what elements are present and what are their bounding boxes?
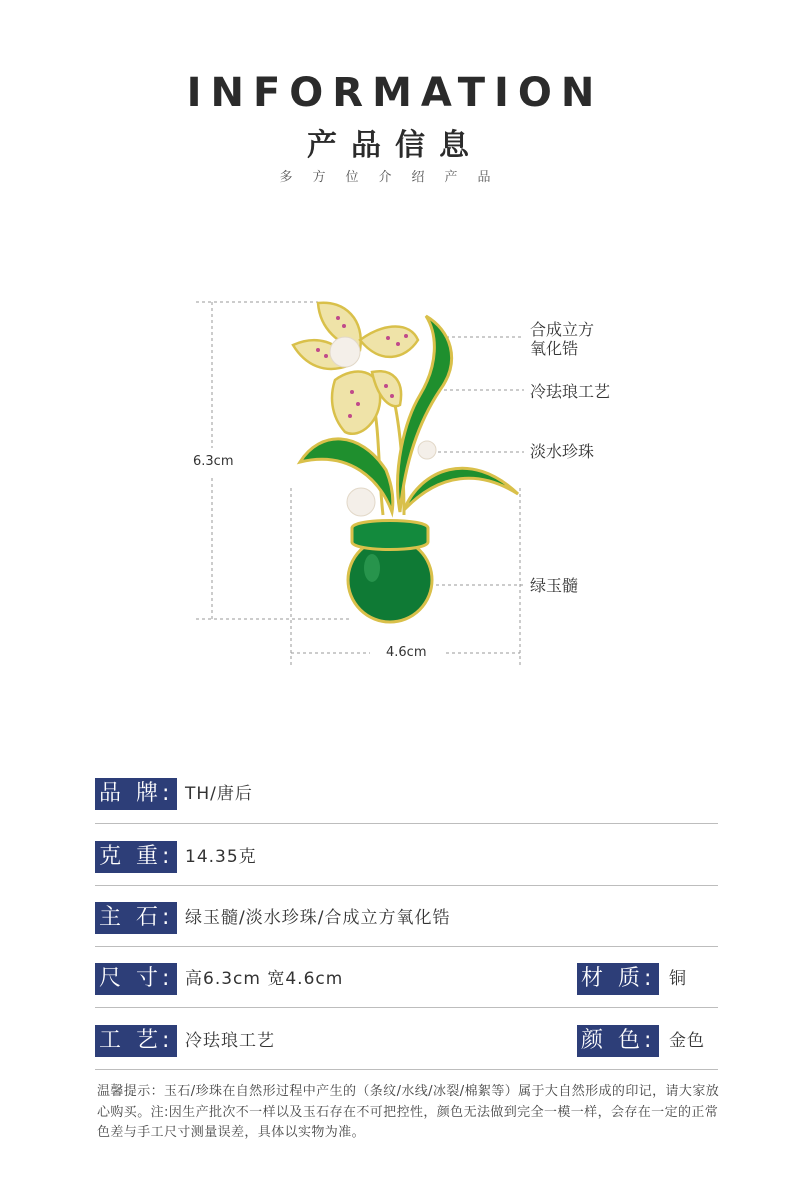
- spec-row-brand: [95, 761, 718, 824]
- title-english: INFORMATION: [186, 70, 604, 116]
- subtitle: 多方位介绍产品: [279, 170, 511, 185]
- craft-label: 工 艺:: [95, 1025, 177, 1057]
- callout-zirconia: [530, 320, 594, 358]
- brooch-illustration: [0, 280, 790, 680]
- callout-zirconia-line1: 合成立方: [530, 320, 595, 339]
- flower: [293, 303, 418, 434]
- craft-value: 冷珐琅工艺: [185, 1031, 275, 1051]
- spec-row-craft-color: [95, 1007, 718, 1070]
- jade-vase: [348, 521, 432, 623]
- callout-enamel: 冷珐琅工艺: [530, 382, 611, 401]
- weight-value: 14.35克: [185, 847, 257, 867]
- spec-row-size-material: [95, 945, 718, 1008]
- spec-row-weight: [95, 823, 718, 886]
- size-value: 高6.3cm 宽4.6cm: [185, 969, 344, 989]
- color-value: 金色: [669, 1031, 705, 1051]
- dimension-guides: [196, 302, 524, 668]
- main-stone-label: 主 石:: [95, 902, 177, 934]
- brand-label: 品 牌:: [95, 778, 177, 810]
- title-chinese: 产品信息: [307, 128, 483, 163]
- spec-row-main-stone: [95, 884, 718, 947]
- main-stone-value: 绿玉髓/淡水珍珠/合成立方氧化锆: [185, 908, 451, 928]
- reminder-note: 温馨提示：玉石/珍珠在自然形过程中产生的（条纹/水线/冰裂/棉絮等）属于大自然形成的印记，请大家放心购买。注:因生产批次不一样以及玉石存在不可把控性，颜色无法做到完全一模一样，会存在一定的正常色差与手工尺寸测量误差，具体以实物为准。: [97, 1084, 720, 1140]
- height-label: 6.3cm: [193, 454, 234, 469]
- color-label: 颜 色:: [577, 1025, 659, 1057]
- width-label: 4.6cm: [386, 645, 427, 660]
- brand-value: TH/唐后: [185, 784, 253, 804]
- callout-pearl: 淡水珍珠: [530, 442, 595, 461]
- size-label: 尺 寸:: [95, 963, 177, 995]
- callout-zirconia-line2: 氧化锆: [530, 339, 579, 358]
- material-label: 材 质:: [577, 963, 659, 995]
- callout-chalcedony: 绿玉髓: [530, 576, 579, 595]
- material-value: 铜: [669, 969, 687, 989]
- weight-label: 克 重:: [95, 841, 177, 873]
